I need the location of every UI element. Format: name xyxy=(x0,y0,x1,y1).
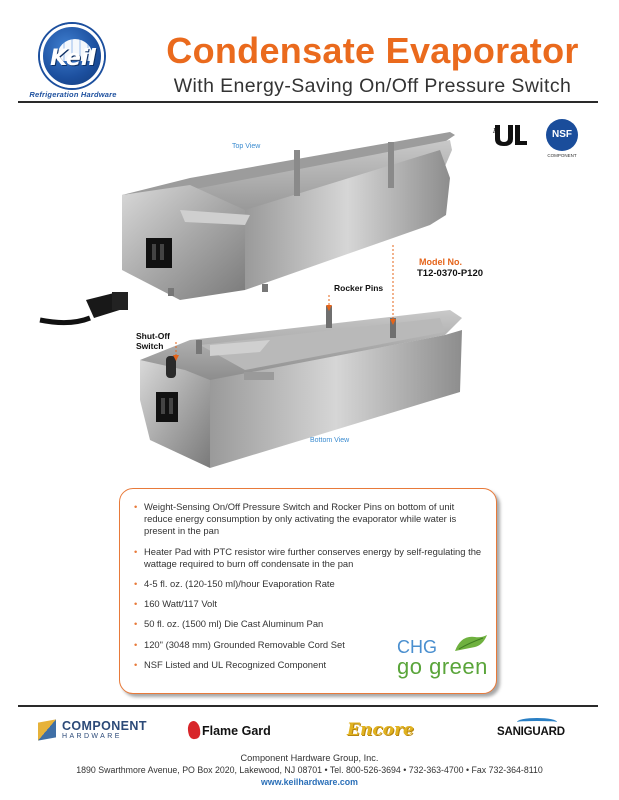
bottom-view-label: Bottom View xyxy=(310,437,350,444)
top-view-unit xyxy=(122,132,455,300)
feature-text: 160 Watt/117 Volt xyxy=(144,598,217,610)
rocker-pins-label: Rocker Pins xyxy=(334,283,384,293)
component-sub: HARDWARE xyxy=(62,733,122,740)
keil-logo xyxy=(18,20,128,102)
power-cord xyxy=(40,292,128,323)
feature-text: 4-5 fl. oz. (120-150 ml)/hour Evaporation Rate xyxy=(144,578,335,590)
shutoff-line-2: Switch xyxy=(136,341,164,351)
feature-text: 120" (3048 mm) Grounded Removable Cord Set xyxy=(144,638,345,650)
feature-item xyxy=(134,578,482,590)
chg-go-green-logo xyxy=(397,637,493,687)
nsf-subtext: COMPONENT xyxy=(547,153,577,158)
svg-text:R: R xyxy=(493,128,498,135)
component-hardware-logo xyxy=(38,716,148,746)
company-name: Component Hardware Group, Inc. xyxy=(240,753,379,763)
page-subtitle: With Energy-Saving On/Off Pressure Switch xyxy=(173,75,572,97)
bottom-view-unit xyxy=(140,306,462,468)
bullet-icon: • xyxy=(134,545,138,557)
chg-text: CHG xyxy=(397,637,437,657)
flame-gard-logo xyxy=(188,716,278,746)
encore-logo xyxy=(347,716,417,746)
company-address: 1890 Swarthmore Avenue, PO Box 2020, Lakewood, NJ 08701 • Tel. 800-526-3694 • 732-363-4700 • Fax 732-364-8110 xyxy=(76,765,543,775)
feature-text: 50 fl. oz. (1500 ml) Die Cast Aluminum Pan xyxy=(144,618,324,630)
saniguard-name: SANIGUARD xyxy=(497,726,565,738)
features-box xyxy=(119,488,497,694)
bullet-icon: • xyxy=(134,638,138,650)
component-name: COMPONENT xyxy=(62,719,147,733)
top-view-label: Top View xyxy=(232,143,261,150)
page-title: Condensate Evaporator xyxy=(166,30,579,71)
header-divider xyxy=(18,101,598,103)
bullet-icon: • xyxy=(134,578,138,590)
flame-gard-name: Flame Gard xyxy=(202,724,271,738)
feature-item xyxy=(134,546,482,570)
footer-divider xyxy=(18,705,598,707)
shutoff-line-1: Shut-Off xyxy=(136,331,170,341)
bullet-icon: • xyxy=(134,501,138,512)
bullet-icon: • xyxy=(134,658,138,670)
model-number-value: T12-0370-P120 xyxy=(417,268,484,279)
website-link[interactable]: www.keilhardware.com xyxy=(261,777,358,787)
feature-text: Heater Pad with PTC resistor wire further conserves energy by self-regulating the wattage required to burn off condensate in the pan xyxy=(144,545,482,569)
flame-icon xyxy=(187,720,201,739)
nsf-icon: NSF xyxy=(546,119,578,151)
product-illustration xyxy=(0,130,619,480)
shutoff-switch-label xyxy=(136,331,170,351)
feature-text: NSF Listed and UL Recognized Component xyxy=(144,658,327,670)
swoosh-icon xyxy=(517,718,557,726)
model-number-label: Model No. xyxy=(419,257,462,267)
go-green-text: go green xyxy=(397,654,488,679)
evaporator-drawing xyxy=(0,130,619,480)
leaf-icon xyxy=(451,633,491,655)
feature-text: Weight-Sensing On/Off Pressure Switch and Rocker Pins on bottom of unit reduce energy consumption by only activating the evaporator while water is present in the pan xyxy=(144,501,457,537)
bullet-icon: • xyxy=(134,598,138,610)
feature-item xyxy=(134,598,482,610)
feature-item xyxy=(134,618,482,630)
cube-icon xyxy=(38,719,56,740)
logo-wordmark: Keil xyxy=(50,46,96,71)
saniguard-logo xyxy=(497,716,577,746)
logo-tagline: Refrigeration Hardware xyxy=(29,90,117,99)
encore-name: Encore xyxy=(347,720,414,740)
feature-item xyxy=(134,501,482,538)
bullet-icon: • xyxy=(134,618,138,630)
